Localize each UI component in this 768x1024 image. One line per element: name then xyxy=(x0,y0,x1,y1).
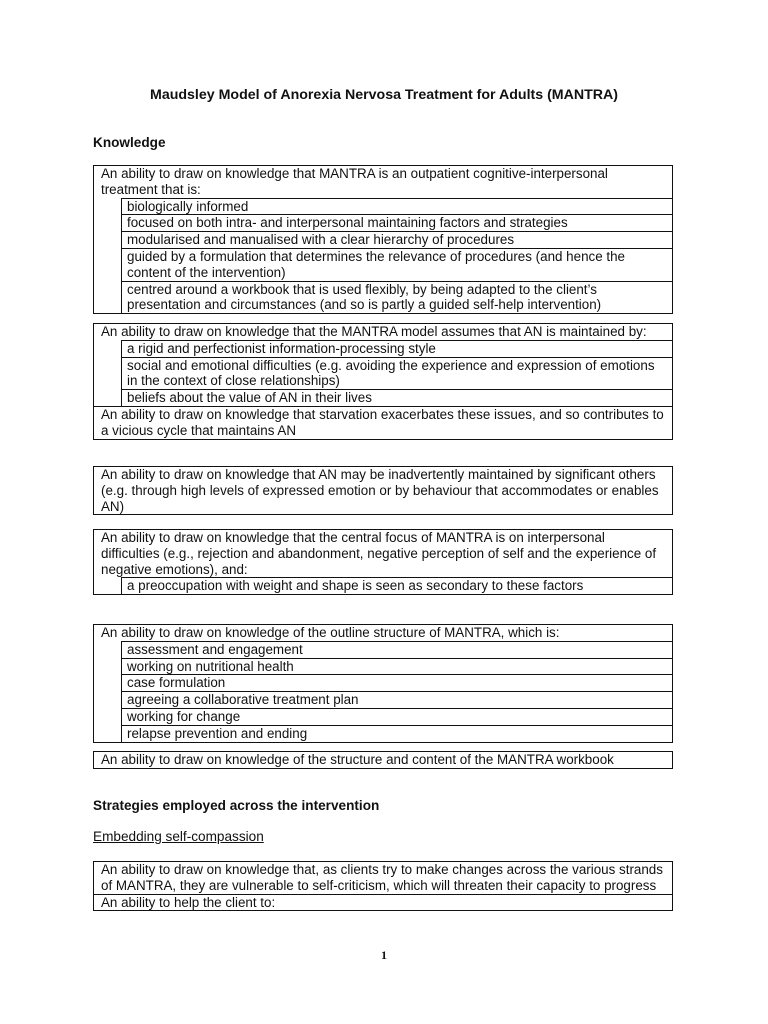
subsection-heading-self-compassion: Embedding self-compassion xyxy=(93,829,264,844)
competency-item: modularised and manualised with a clear hierarchy of procedures xyxy=(121,231,672,248)
competency-item: a rigid and perfectionist information-processing style xyxy=(121,340,672,357)
competency-lead: An ability to draw on knowledge that the central focus of MANTRA is on interpersonal difficulties (e.g., rejection and abandonment, negative perception of self and the experience of negative emotions), and: xyxy=(101,530,657,577)
competency-item: beliefs about the value of AN in their lives xyxy=(121,389,672,406)
competency-table-3 xyxy=(93,466,673,515)
document-title: Maudsley Model of Anorexia Nervosa Treatment for Adults (MANTRA) xyxy=(150,87,618,103)
section-heading-knowledge: Knowledge xyxy=(93,135,166,150)
competency-item: working for change xyxy=(121,708,672,725)
competency-item: working on nutritional health xyxy=(121,658,672,675)
competency-table-6 xyxy=(93,751,673,769)
competency-item: agreeing a collaborative treatment plan xyxy=(121,691,672,708)
competency-item: biologically informed xyxy=(121,198,672,215)
competency-table-7 xyxy=(93,861,673,911)
competency-item: guided by a formulation that determines the relevance of procedures (and hence the content of the intervention) xyxy=(121,248,672,281)
competency-item: case formulation xyxy=(121,674,672,691)
competency-lead: An ability to draw on knowledge that, as clients try to make changes across the various strands of MANTRA, they are vulnerable to self-criticism, which will threaten their capacity to progress xyxy=(101,862,663,893)
competency-lead: An ability to draw on knowledge that MANTRA is an outpatient cognitive-interpersonal treatment that is: xyxy=(101,166,608,197)
competency-lead: An ability to draw on knowledge that AN may be inadvertently maintained by significant others (e.g. through high levels of expressed emotion or by behaviour that accommodates or enables AN) xyxy=(101,467,659,514)
competency-lead: An ability to draw on knowledge that starvation exacerbates these issues, and so contributes to a vicious cycle that maintains AN xyxy=(94,406,672,439)
competency-lead: An ability to draw on knowledge of the structure and content of the MANTRA workbook xyxy=(101,752,614,767)
competency-table-4 xyxy=(93,529,673,595)
competency-lead: An ability to help the client to: xyxy=(94,894,672,911)
competency-item: relapse prevention and ending xyxy=(121,725,672,742)
section-heading-strategies: Strategies employed across the intervention xyxy=(93,798,380,813)
competency-lead: An ability to draw on knowledge that the MANTRA model assumes that AN is maintained by: xyxy=(101,324,647,339)
competency-lead: An ability to draw on knowledge of the outline structure of MANTRA, which is: xyxy=(101,625,560,640)
competency-item: focused on both intra- and interpersonal maintaining factors and strategies xyxy=(121,214,672,231)
competency-item: social and emotional difficulties (e.g. avoiding the experience and expression of emotions in the context of close relationships) xyxy=(121,357,672,390)
page-number: 1 xyxy=(381,948,387,962)
competency-item: centred around a workbook that is used flexibly, by being adapted to the client’s presentation and circumstances (and so is partly a guided self-help intervention) xyxy=(121,281,672,314)
competency-table-2 xyxy=(93,323,673,440)
competency-item: a preoccupation with weight and shape is seen as secondary to these factors xyxy=(121,577,672,594)
competency-table-5 xyxy=(93,624,673,743)
competency-table-1 xyxy=(93,165,673,314)
competency-item: assessment and engagement xyxy=(121,641,672,658)
